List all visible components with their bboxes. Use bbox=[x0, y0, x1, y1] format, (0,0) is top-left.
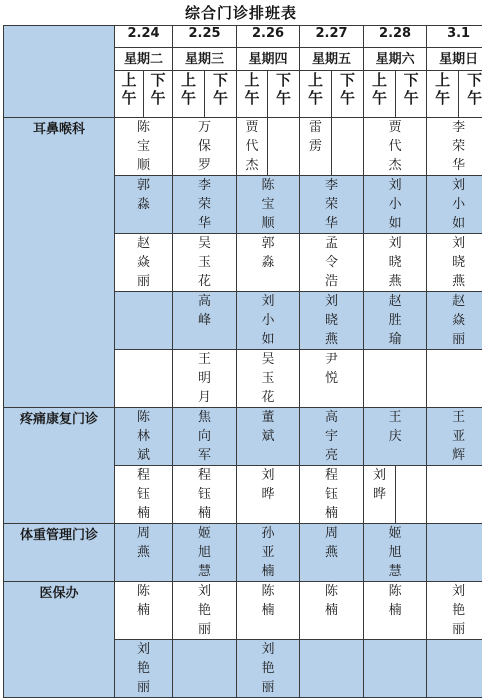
date-row bbox=[4, 26, 482, 48]
shift-cell: 刘 艳 丽 bbox=[237, 640, 300, 698]
date-header: 2.25 bbox=[173, 26, 237, 48]
shift-cell: 刘 晓 燕 bbox=[300, 292, 364, 350]
morning-header: 上 午 bbox=[115, 71, 144, 118]
shift-cell-empty bbox=[364, 350, 427, 408]
weekday-header: 星期六 bbox=[364, 48, 427, 71]
weekday-header: 星期二 bbox=[115, 48, 173, 71]
shift-cell: 孟 令 浩 bbox=[300, 234, 364, 292]
weekday-header: 星期日 bbox=[427, 48, 482, 71]
shift-cell-empty bbox=[364, 640, 427, 698]
weekday-header: 星期四 bbox=[237, 48, 300, 71]
shift-cell-empty bbox=[115, 350, 173, 408]
date-header: 3.1 bbox=[427, 26, 482, 48]
shift-cell-empty bbox=[396, 466, 427, 524]
shift-cell: 姬 旭 慧 bbox=[173, 524, 237, 582]
department-weight-management: 体重管理门诊 bbox=[4, 524, 115, 582]
shift-cell: 董 斌 bbox=[237, 408, 300, 466]
afternoon-header: 下 午 bbox=[459, 71, 482, 118]
header-corner bbox=[4, 26, 115, 118]
shift-cell: 程 钰 楠 bbox=[173, 466, 237, 524]
shift-cell: 周 燕 bbox=[115, 524, 173, 582]
morning-header: 上 午 bbox=[364, 71, 396, 118]
shift-cell: 王 亚 辉 bbox=[427, 408, 482, 466]
shift-cell-empty bbox=[427, 350, 482, 408]
afternoon-header: 下 午 bbox=[205, 71, 237, 118]
shift-cell: 李 荣 华 bbox=[173, 176, 237, 234]
shift-cell-empty bbox=[173, 640, 237, 698]
shift-cell: 刘 艳 丽 bbox=[173, 582, 237, 640]
shift-cell: 王 庆 bbox=[364, 408, 427, 466]
weight-row-1 bbox=[4, 524, 482, 582]
shift-cell: 赵 胜 瑜 bbox=[364, 292, 427, 350]
afternoon-header: 下 午 bbox=[396, 71, 427, 118]
shift-cell: 雷 雳 bbox=[300, 118, 332, 176]
shift-cell: 李 荣 华 bbox=[300, 176, 364, 234]
shift-cell: 李 荣 华 bbox=[427, 118, 482, 176]
shift-cell: 陈 楠 bbox=[364, 582, 427, 640]
shift-cell: 贾 代 杰 bbox=[364, 118, 427, 176]
shift-cell-empty bbox=[427, 466, 482, 524]
shift-cell: 姬 旭 慧 bbox=[364, 524, 427, 582]
weekday-header: 星期五 bbox=[300, 48, 364, 71]
shift-cell: 程 钰 楠 bbox=[115, 466, 173, 524]
shift-cell: 陈 宝 顺 bbox=[115, 118, 173, 176]
morning-header: 上 午 bbox=[300, 71, 332, 118]
shift-cell-empty bbox=[268, 118, 300, 176]
shift-cell: 高 宇 亮 bbox=[300, 408, 364, 466]
page-title: 综合门诊排班表 bbox=[0, 2, 482, 23]
shift-cell: 刘 小 如 bbox=[364, 176, 427, 234]
shift-cell: 赵 焱 丽 bbox=[427, 292, 482, 350]
shift-cell: 刘 艳 丽 bbox=[427, 582, 482, 640]
shift-cell: 吴 玉 花 bbox=[237, 350, 300, 408]
shift-cell: 陈 林 斌 bbox=[115, 408, 173, 466]
shift-cell: 刘 小 如 bbox=[237, 292, 300, 350]
weekday-header: 星期三 bbox=[173, 48, 237, 71]
shift-cell: 高 峰 bbox=[173, 292, 237, 350]
shift-cell: 周 燕 bbox=[300, 524, 364, 582]
shift-cell: 吴 玉 花 bbox=[173, 234, 237, 292]
shift-cell: 郭 淼 bbox=[115, 176, 173, 234]
insurance-row-1 bbox=[4, 582, 482, 640]
afternoon-header: 下 午 bbox=[268, 71, 300, 118]
shift-cell-empty bbox=[427, 640, 482, 698]
department-pain-rehab: 疼痛康复门诊 bbox=[4, 408, 115, 524]
date-header: 2.28 bbox=[364, 26, 427, 48]
shift-cell: 刘 晓 燕 bbox=[427, 234, 482, 292]
pain-row-1 bbox=[4, 408, 482, 466]
shift-cell: 尹 悦 bbox=[300, 350, 364, 408]
shift-cell: 孙 亚 楠 bbox=[237, 524, 300, 582]
date-header: 2.27 bbox=[300, 26, 364, 48]
date-header: 2.24 bbox=[115, 26, 173, 48]
morning-header: 上 午 bbox=[427, 71, 459, 118]
shift-cell: 陈 楠 bbox=[237, 582, 300, 640]
shift-cell: 焦 向 军 bbox=[173, 408, 237, 466]
shift-cell: 万 保 罗 bbox=[173, 118, 237, 176]
shift-cell: 刘 晔 bbox=[237, 466, 300, 524]
shift-cell-empty bbox=[300, 640, 364, 698]
shift-cell: 刘 晔 bbox=[364, 466, 396, 524]
shift-cell: 王 明 月 bbox=[173, 350, 237, 408]
shift-cell: 赵 焱 丽 bbox=[115, 234, 173, 292]
shift-cell-empty bbox=[115, 292, 173, 350]
ent-row-1 bbox=[4, 118, 482, 176]
morning-header: 上 午 bbox=[237, 71, 268, 118]
shift-cell: 郭 淼 bbox=[237, 234, 300, 292]
afternoon-header: 下 午 bbox=[332, 71, 364, 118]
afternoon-header: 下 午 bbox=[144, 71, 173, 118]
shift-cell: 陈 宝 顺 bbox=[237, 176, 300, 234]
morning-header: 上 午 bbox=[173, 71, 205, 118]
shift-cell-empty bbox=[332, 118, 364, 176]
department-medical-insurance: 医保办 bbox=[4, 582, 115, 698]
department-ent: 耳鼻喉科 bbox=[4, 118, 115, 408]
shift-cell: 刘 晓 燕 bbox=[364, 234, 427, 292]
shift-cell: 刘 小 如 bbox=[427, 176, 482, 234]
shift-cell: 陈 楠 bbox=[115, 582, 173, 640]
date-header: 2.26 bbox=[237, 26, 300, 48]
shift-cell-empty bbox=[427, 524, 482, 582]
shift-cell: 刘 艳 丽 bbox=[115, 640, 173, 698]
shift-cell: 贾 代 杰 bbox=[237, 118, 268, 176]
shift-cell: 程 钰 楠 bbox=[300, 466, 364, 524]
shift-cell: 陈 楠 bbox=[300, 582, 364, 640]
schedule-table bbox=[3, 25, 482, 698]
